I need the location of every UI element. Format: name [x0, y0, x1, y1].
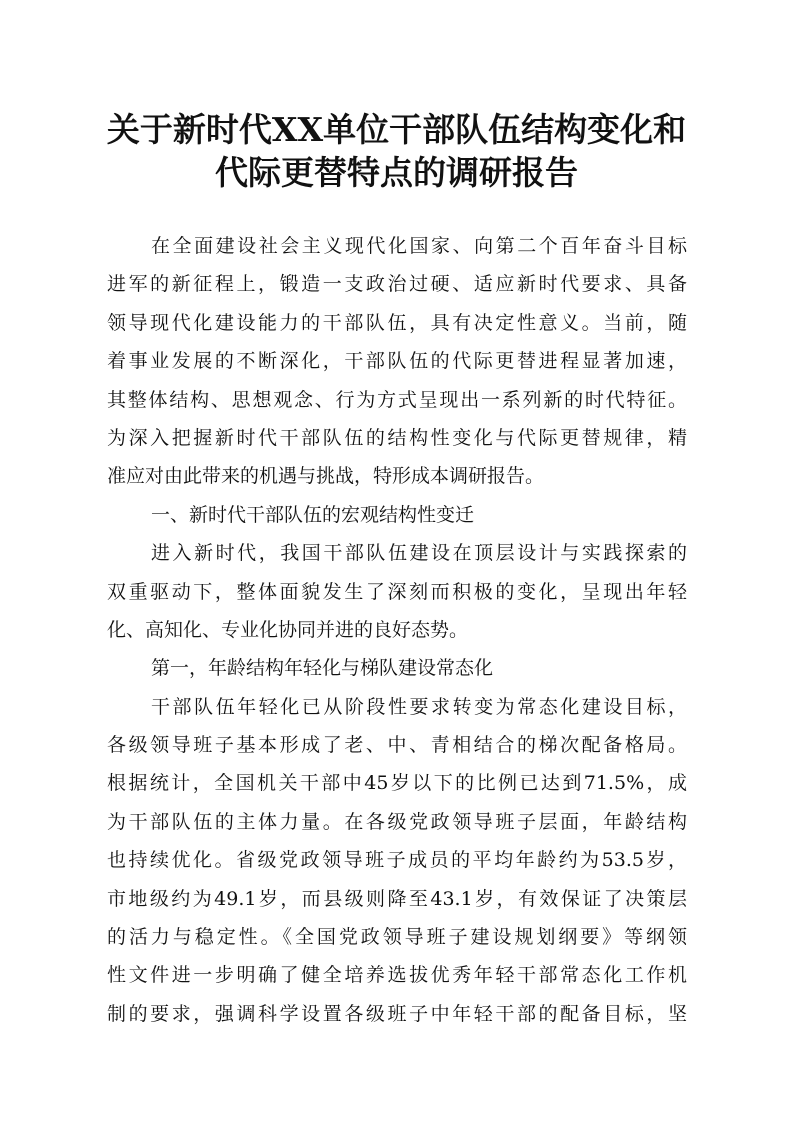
body-line: 进军的新征程上，锻造一支政治过硬、适应新时代要求、具备 [107, 273, 687, 296]
body-line: 双重驱动下，整体面貌发生了深刻而积极的变化，呈现出年轻 [107, 580, 687, 603]
body-line: 在全面建设社会主义现代化国家、向第二个百年奋斗目标 [151, 235, 687, 257]
body-line: 着事业发展的不断深化，干部队伍的代际更替进程显著加速， [107, 350, 687, 373]
body-line: 进入新时代，我国干部队伍建设在顶层设计与实践探索的 [151, 542, 687, 565]
section-heading: 一、新时代干部队伍的宏观结构性变迁 [151, 503, 475, 526]
body-line: 化、高知化、专业化协同并进的良好态势。 [107, 618, 469, 641]
body-line: 其整体结构、思想观念、行为方式呈现出一系列新的时代特征。 [107, 388, 687, 411]
body-line: 的活力与稳定性。《全国党政领导班子建设规划纲要》等纲领 [107, 926, 687, 949]
document-body [107, 227, 687, 1033]
body-line: 也持续优化。省级党政领导班子成员的平均年龄约为53.5岁， [107, 849, 687, 872]
body-line: 制的要求，强调科学设置各级班子中年轻干部的配备目标，坚 [107, 1002, 687, 1025]
body-line: 为干部队伍的主体力量。在各级党政领导班子层面，年龄结构 [107, 810, 687, 833]
title-line-2: 代际更替特点的调研报告 [215, 153, 578, 192]
title-line-1: 关于新时代XX单位干部队伍结构变化和 [106, 110, 687, 149]
body-line: 各级领导班子基本形成了老、中、青相结合的梯次配备格局。 [107, 734, 687, 757]
document-title [90, 108, 703, 194]
body-line: 干部队伍年轻化已从阶段性要求转变为常态化建设目标， [151, 695, 687, 718]
body-line: 市地级约为49.1岁，而县级则降至43.1岁，有效保证了决策层 [107, 887, 687, 910]
body-line: 领导现代化建设能力的干部队伍，具有决定性意义。当前，随 [107, 311, 687, 334]
subsection-heading: 第一，年龄结构年轻化与梯队建设常态化 [151, 657, 494, 680]
body-line: 准应对由此带来的机遇与挑战，特形成本调研报告。 [107, 465, 545, 488]
body-line: 根据统计，全国机关干部中45岁以下的比例已达到71.5%，成 [107, 772, 687, 795]
body-line: 为深入把握新时代干部队伍的结构性变化与代际更替规律，精 [107, 426, 687, 449]
body-line: 性文件进一步明确了健全培养选拔优秀年轻干部常态化工作机 [107, 964, 687, 987]
